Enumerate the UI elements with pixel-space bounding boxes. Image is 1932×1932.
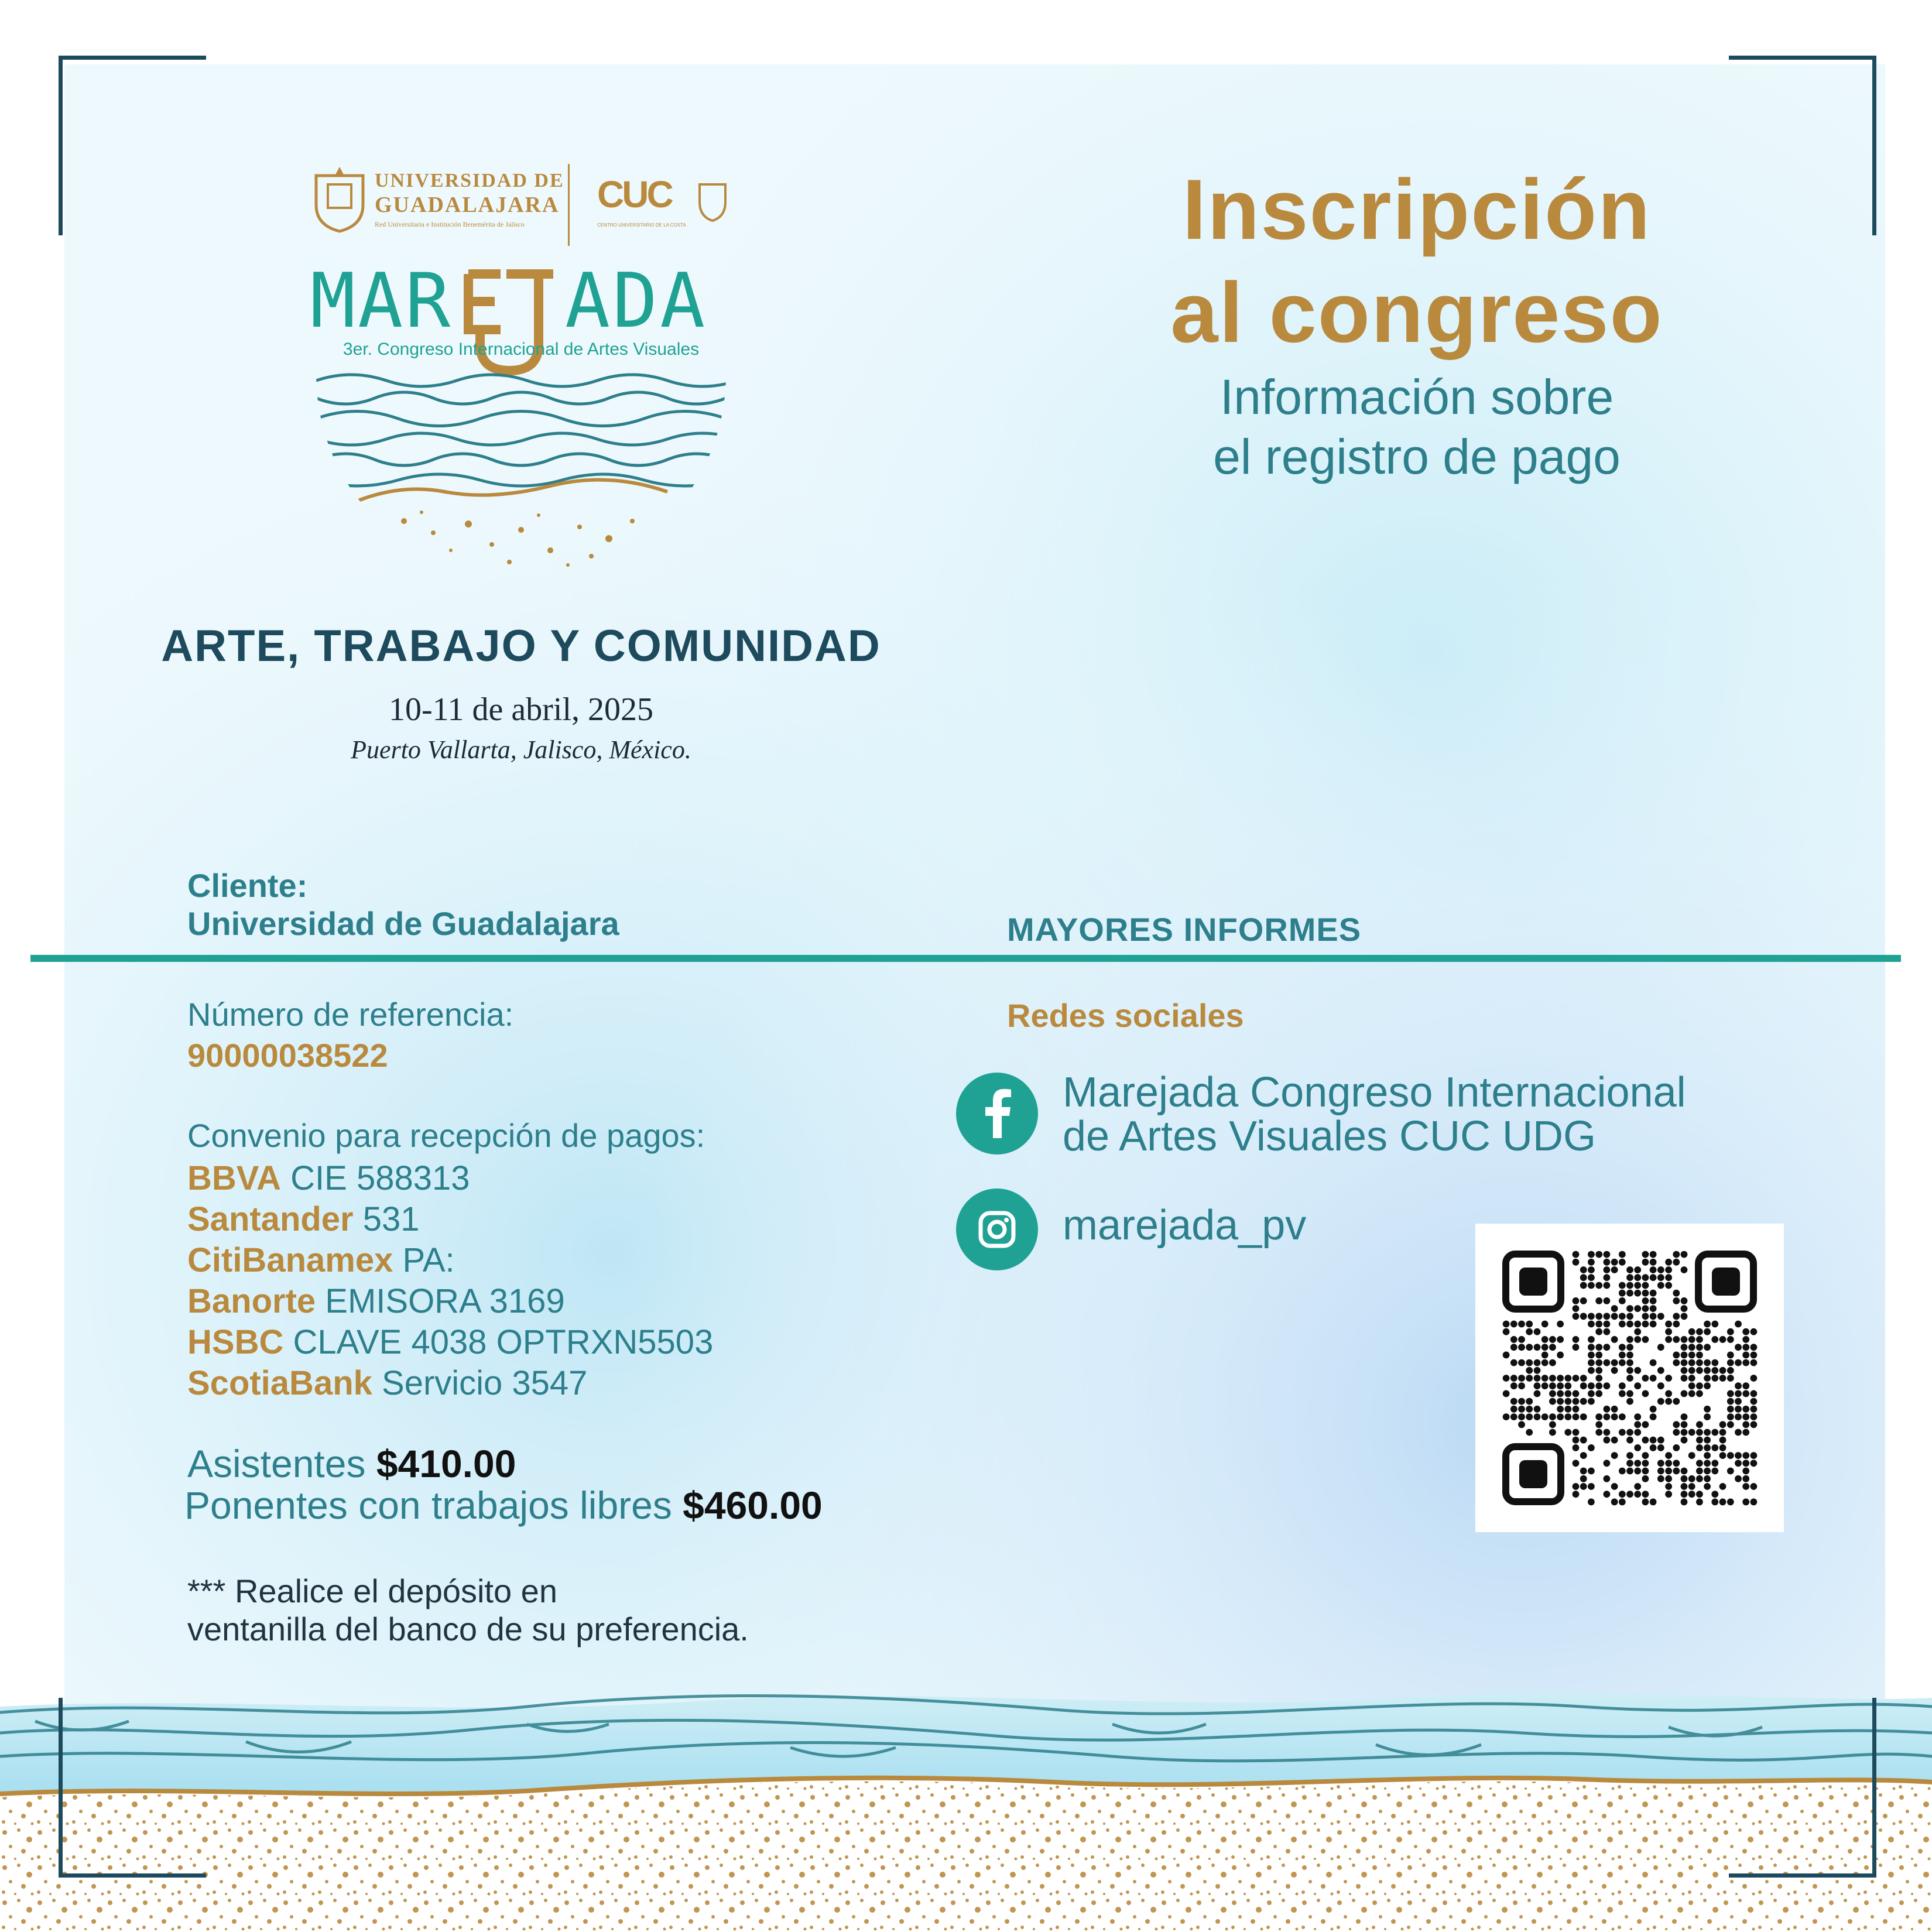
instagram-handle[interactable]: marejada_pv xyxy=(1063,1202,1307,1249)
bank-row xyxy=(187,1240,713,1281)
logo-wordmark-right: ADA xyxy=(565,258,708,345)
speakers-price: $460.00 xyxy=(683,1484,823,1527)
page-subtitle-line2: el registro de pago xyxy=(1213,429,1621,484)
bank-list xyxy=(187,1158,713,1404)
speakers-price-line xyxy=(184,1483,823,1527)
corner-bracket-bottom-left xyxy=(59,1698,206,1878)
bank-row xyxy=(187,1281,713,1322)
more-info-heading: MAYORES INFORMES xyxy=(1007,911,1362,948)
agreement-label: Convenio para recepción de pagos: xyxy=(187,1117,705,1154)
facebook-page-line2[interactable]: de Artes Visuales CUC UDG xyxy=(1063,1113,1597,1160)
logo-subtitle: 3er. Congreso Internacional de Artes Visuales xyxy=(342,340,700,359)
reference-number: 90000038522 xyxy=(187,1037,388,1074)
instagram-glyph xyxy=(956,1188,1038,1270)
deposit-note-line1: *** Realice el depósito en xyxy=(187,1573,557,1609)
bank-name: Santander xyxy=(187,1200,354,1238)
page-subtitle-line1: Información sobre xyxy=(1220,369,1614,424)
university-tagline: Red Universitaria e Institución Benemérita de Jalisco xyxy=(375,220,525,228)
bank-detail: CLAVE 4038 OPTRXN5503 xyxy=(283,1323,714,1361)
bank-row xyxy=(187,1363,713,1404)
university-name-line1: UNIVERSIDAD DE xyxy=(375,170,564,191)
facebook-page-line1[interactable]: Marejada Congreso Internacional xyxy=(1063,1069,1686,1116)
cuc-tagline: CENTRO UNIVERSITARIO DE LA COSTA xyxy=(597,222,686,228)
facebook-icon[interactable] xyxy=(956,1073,1038,1155)
bank-detail: Servicio 3547 xyxy=(372,1364,588,1402)
attendees-label: Asistentes xyxy=(187,1442,376,1485)
logo-ocean-illustration xyxy=(316,363,726,585)
page-title-line1: Inscripción xyxy=(1182,162,1652,257)
event-dates: 10-11 de abril, 2025 xyxy=(388,691,654,728)
bank-name: CitiBanamex xyxy=(187,1241,393,1279)
reference-label: Número de referencia: xyxy=(187,996,514,1033)
facebook-glyph xyxy=(956,1073,1038,1155)
attendees-price-line xyxy=(187,1441,516,1486)
attendees-price: $410.00 xyxy=(376,1442,516,1485)
social-heading: Redes sociales xyxy=(1007,997,1244,1034)
bank-row xyxy=(187,1199,713,1240)
event-location: Puerto Vallarta, Jalisco, México. xyxy=(351,735,691,764)
client-name: Universidad de Guadalajara xyxy=(187,905,619,942)
deposit-note-line2: ventanilla del banco de su preferencia. xyxy=(187,1611,749,1647)
logo-divider xyxy=(568,164,570,246)
university-crest-icon xyxy=(310,164,369,234)
bank-row xyxy=(187,1322,713,1363)
corner-bracket-top-right xyxy=(1729,56,1876,235)
bank-detail: CIE 588313 xyxy=(281,1159,470,1197)
bank-name: HSBC xyxy=(187,1323,284,1361)
corner-bracket-top-left xyxy=(59,56,206,235)
bank-detail: PA: xyxy=(393,1241,455,1279)
bank-name: Banorte xyxy=(187,1282,316,1320)
bank-name: BBVA xyxy=(187,1159,282,1197)
logo-wordmark-left: MAR xyxy=(310,258,453,345)
qr-modules xyxy=(1502,1251,1758,1506)
university-name-line2: GUADALAJARA xyxy=(375,193,560,217)
client-label: Cliente: xyxy=(187,867,308,904)
university-logo xyxy=(310,164,732,246)
cuc-mark: CUC xyxy=(597,173,672,215)
page-title-line2: al congreso xyxy=(1170,265,1663,360)
instagram-icon[interactable] xyxy=(956,1188,1038,1270)
bank-row xyxy=(187,1158,713,1199)
section-divider xyxy=(30,955,1901,962)
bank-detail: 531 xyxy=(353,1200,420,1238)
corner-bracket-bottom-right xyxy=(1729,1698,1876,1878)
marejada-logo xyxy=(304,258,738,585)
qr-code[interactable] xyxy=(1475,1224,1784,1532)
cuc-crest-icon xyxy=(697,179,728,225)
event-theme: ARTE, TRABAJO Y COMUNIDAD xyxy=(161,621,881,671)
bank-name: ScotiaBank xyxy=(187,1364,372,1402)
bank-detail: EMISORA 3169 xyxy=(316,1282,565,1320)
speakers-label: Ponentes con trabajos libres xyxy=(184,1484,683,1527)
